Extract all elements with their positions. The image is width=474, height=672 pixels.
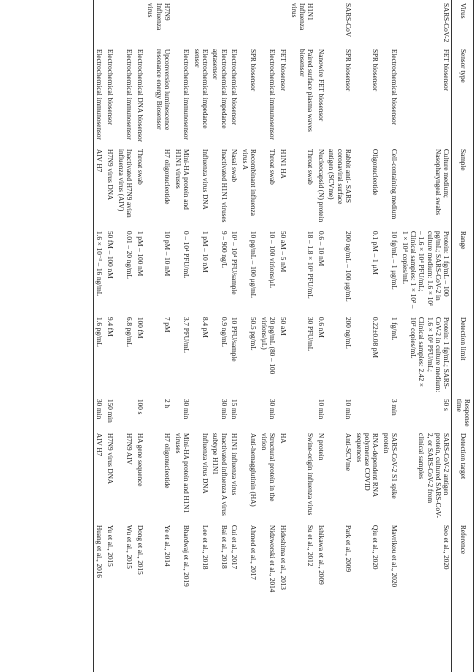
table-cell: 0.6 nM xyxy=(316,317,325,338)
table-cell: Yu et al., 2015 xyxy=(106,525,115,567)
table-cell: 2 h xyxy=(162,399,171,408)
table-cell: 10¹ – 10⁴ PFU/sample xyxy=(230,231,239,295)
column-header: Virus xyxy=(452,0,474,46)
table-cell: Cell-containing medium xyxy=(390,149,399,220)
table-cell: Oligonucleotide xyxy=(371,149,380,196)
table-cell: FET biosensor xyxy=(442,49,451,91)
table-row xyxy=(229,0,240,672)
table-cell: Cui et al., 2017 xyxy=(230,525,239,570)
table-cell: Electrochemical biosensor xyxy=(230,49,239,126)
table-cell: H7 oligonucleotide xyxy=(162,149,171,205)
table-cell: 10 fg/mL – 1 μg/mL xyxy=(390,231,399,290)
table-cell: Bai et al., 2018 xyxy=(219,525,228,569)
table-cell: 50 s xyxy=(442,399,451,411)
table-cell: Ishikawa et al., 2009 xyxy=(316,525,325,585)
table-cell: 10 – 100 virions/μL xyxy=(268,231,277,289)
table-row xyxy=(380,0,399,672)
table-cell: Electrochemical immunosensor xyxy=(268,49,277,140)
table-cell: 50.5 pg/mL xyxy=(249,317,258,351)
table-cell: Throat swab xyxy=(306,149,315,185)
table-cell: 0.01 – 20 ng/mL xyxy=(125,231,134,279)
table-cell: SARS-CoV-2 xyxy=(442,3,451,43)
table-cell: Paired surface plasma waves biosensor xyxy=(297,49,315,132)
table-cell: H1N1 Influenza virus xyxy=(289,3,315,31)
table-cell: N protein xyxy=(316,433,325,461)
table-cell xyxy=(210,0,229,46)
table-body xyxy=(94,0,452,672)
table-cell: H7N9 Influenza virus xyxy=(146,3,171,31)
table-cell: 30 min xyxy=(94,396,105,430)
table-cell xyxy=(115,0,134,46)
table-cell xyxy=(105,0,116,46)
table-cell xyxy=(277,396,288,430)
table-cell: Throat swab xyxy=(268,149,277,185)
table-cell: 50 aM xyxy=(278,317,287,336)
table-cell: Anti-hemagglutinin (HA) xyxy=(249,433,258,507)
table-cell: Bhardwaj et al., 2019 xyxy=(181,525,190,587)
table-cell: SARS-CoV-2 antigen protein, cultured SARS-CoV-2, or SARS-CoV-2 from clinical samples xyxy=(417,433,451,518)
table-cell xyxy=(172,0,191,46)
biosensor-table xyxy=(93,0,474,672)
table-cell: Inactivated H7N9 avian influenza virus (AIV) xyxy=(116,149,134,218)
table-cell: 10 min xyxy=(344,399,353,420)
table-cell: 1 pM – 10 nM xyxy=(200,231,209,273)
table-cell: 50 fM – 100 nM xyxy=(106,231,115,279)
table-cell: Mini-HA protein and H1N1 viruses xyxy=(173,433,190,514)
table-cell: 0.9 ng/mL xyxy=(219,317,228,347)
table-row xyxy=(105,0,116,672)
table-cell: SPR biosensor xyxy=(371,49,380,92)
table-cell: 1 pM – 100 nM xyxy=(135,231,144,277)
table-cell: Park et al., 2009 xyxy=(344,525,353,572)
table-cell: 30 min xyxy=(219,399,228,420)
table-cell xyxy=(353,0,380,46)
table-cell: 1.6 pg/mL xyxy=(94,314,105,396)
table-row xyxy=(210,0,229,672)
table-cell: H1N1 influenza virus xyxy=(230,433,239,496)
table-cell: 0.6 – 10 nM xyxy=(316,231,325,267)
table-cell: Ahmed et al., 2017 xyxy=(249,525,258,580)
table-cell: 50 aM – 5 nM xyxy=(278,231,287,273)
table-cell: 200 ng/mL – 100 μg/mL xyxy=(344,231,353,302)
table-cell xyxy=(380,0,399,46)
table-cell: Su et al., 2012 xyxy=(306,525,315,567)
table-cell: Seo et al., 2020 xyxy=(442,525,451,570)
table-cell xyxy=(240,0,259,46)
column-header: Response time xyxy=(452,396,474,430)
table-cell: SPR biosensor xyxy=(249,49,258,92)
table-cell: Electrochemical DNA biosensor xyxy=(135,49,144,143)
table-cell: 0.22±0.08 pM xyxy=(371,317,380,358)
table-cell: 200 ng/mL xyxy=(344,317,353,349)
table-cell: 9 – 900 ng/L xyxy=(219,231,228,268)
table-cell: 30 min xyxy=(268,399,277,420)
table-row xyxy=(288,0,315,672)
table-cell xyxy=(259,0,278,46)
table-cell: 150 min xyxy=(106,399,115,423)
table-row xyxy=(315,0,326,672)
table-cell: AIV H7 xyxy=(94,146,105,228)
table-cell: Electrochemical immunosensor xyxy=(181,49,190,140)
table-cell: HA gene sequence xyxy=(135,433,144,487)
table-cell xyxy=(191,396,210,430)
column-header: Sensor type xyxy=(452,46,474,146)
table-cell: Influenza virus DNA xyxy=(200,149,209,210)
table-cell: Electrochemical biosensor xyxy=(390,49,399,126)
table-cell: 0 – 10⁴ PFU/mL xyxy=(181,231,190,279)
table-cell: 10 pM – 10 nM xyxy=(162,231,171,277)
table-cell: Throat swab xyxy=(135,149,144,185)
table-cell: Protein: 1 fg/mL – 100 pg/mL; SARS-CoV-2 in culture medium: 1.6 × 10¹ – 1.6 × 10⁴ PFU/mL; Clinical samples: 1 × 10² – 1 × 10⁴ copies/mL xyxy=(400,231,451,309)
table-cell xyxy=(134,0,145,46)
table-cell: 1 fg/mL xyxy=(390,317,399,341)
table-cell: Electrochemical impedance sensor xyxy=(192,49,209,129)
table-row xyxy=(399,0,452,672)
table-cell: Nucleocapsid (N) protein xyxy=(316,149,325,223)
table-cell xyxy=(353,396,380,430)
table-cell: 0.1 pM – 1 μM xyxy=(371,231,380,275)
table-cell: 10 min xyxy=(316,399,325,420)
table-row xyxy=(277,0,288,672)
column-header: Range xyxy=(452,228,474,314)
column-header: Detection limit xyxy=(452,314,474,396)
table-cell: Dong et al., 2015 xyxy=(135,525,144,575)
table-row xyxy=(353,0,380,672)
table-cell: 9.4 fM xyxy=(106,317,115,337)
table-row xyxy=(240,0,259,672)
table-cell: Swine-origin influenza virus xyxy=(306,433,315,516)
table-cell: 30 min xyxy=(181,399,190,420)
table-row xyxy=(94,0,105,672)
table-cell: Qiu et al., 2020 xyxy=(371,525,380,570)
table-cell: Rabbit anti- SARS coronaviral surface antigen (SCVme) xyxy=(327,149,353,205)
table-cell: H7N9 virus DNA xyxy=(106,433,115,485)
table-cell: Electrochemical immunosensor xyxy=(94,46,105,146)
column-header: Reference xyxy=(452,522,474,672)
table-cell: H7N9 virus DNA xyxy=(106,149,115,201)
table-cell: Nasal swab xyxy=(230,149,239,182)
table-cell: Mavrikou et al., 2020 xyxy=(390,525,399,588)
table-cell: 8.4 pM xyxy=(200,317,209,338)
table-cell xyxy=(288,396,315,430)
table-cell xyxy=(229,0,240,46)
table-row xyxy=(172,0,191,672)
table-cell: Lee et al., 2018 xyxy=(200,525,209,570)
table-cell: Influenza virus DNA xyxy=(200,433,209,494)
table-cell: SARS-CoV xyxy=(344,3,353,37)
table-cell: Mini-HA protein and H1N1 viruses xyxy=(173,149,190,210)
table-cell xyxy=(94,0,105,46)
table-cell: 3 min xyxy=(390,399,399,416)
table-row xyxy=(259,0,278,672)
table-cell: 3.7 PFU/mL xyxy=(181,317,190,353)
table-cell: 10 pg/mL – 100 μg/mL xyxy=(249,231,258,299)
table-row xyxy=(145,0,172,672)
table-row xyxy=(191,0,210,672)
table-cell: Nidzworski et al., 2014 xyxy=(268,525,277,593)
table-cell: RNA-dependent RNA polymerase COVID sequences xyxy=(354,433,380,497)
table-row xyxy=(134,0,145,672)
table-cell: H7 oligonucleotide xyxy=(162,433,171,489)
table-cell: Structural protein in the virion xyxy=(260,433,277,502)
table-cell: 100 s xyxy=(135,399,144,415)
table-cell: HA xyxy=(278,433,287,444)
table-cell: SPR biosensor xyxy=(344,49,353,92)
table-row xyxy=(115,0,134,672)
table-cell xyxy=(315,0,326,46)
table-cell: Inactivated influenza A virus subtype H1N1 xyxy=(211,433,228,516)
header-row xyxy=(452,0,474,672)
column-header: Sample xyxy=(452,146,474,228)
table-cell: Electrochemical immunosensor xyxy=(125,49,134,140)
table-cell: 18 – 1.8 × 10⁵ PFU/mL xyxy=(306,231,315,299)
table-cell: 15 min xyxy=(230,399,239,420)
table-cell: Protein: 1 fg/mL; SARS-CoV-2 in culture medium: 1.6 × 10¹ PFU/mL; Clinical samples: 2.42 × 10² copies/mL xyxy=(409,317,451,393)
table-cell: Inactivated H1N1 viruses xyxy=(219,149,228,223)
column-header: Detection target xyxy=(452,430,474,522)
table-cell: FET biosensor xyxy=(278,49,287,91)
table-cell: Electrochemical impedance aptasensor xyxy=(211,49,228,129)
table-cell: 10 PFU/sample xyxy=(230,317,239,362)
table-cell xyxy=(191,0,210,46)
table-cell: Huang et al., 2016 xyxy=(94,522,105,672)
table-cell xyxy=(240,396,259,430)
table-cell: 6.8 pg/mL xyxy=(125,317,134,347)
table-cell: Wu et al., 2015 xyxy=(125,525,134,569)
table-cell: H7N9 AIV xyxy=(125,433,134,465)
table-cell: Ye et al., 2014 xyxy=(162,525,171,567)
table-cell xyxy=(277,0,288,46)
table-cell: 7 pM xyxy=(162,317,171,333)
table-cell: Culture medium; Nasopharyngeal swabs xyxy=(433,149,451,216)
table-cell: Nanowire FET biosensor xyxy=(316,49,325,122)
table-cell: Electrochemical biosensor xyxy=(106,49,115,126)
table-cell: SARS-CoV-2 S1 spike protein xyxy=(381,433,399,499)
table-cell: Anti-SCVme xyxy=(344,433,353,471)
table-cell: Hideshima et al., 2013 xyxy=(278,525,287,590)
table-cell: H1N1 HA xyxy=(278,149,287,179)
table-cell: Upconversion luminescence resonance energy Biosensor xyxy=(154,49,171,131)
table-cell: Recombinant influenza virus A xyxy=(241,149,258,216)
table-cell: 20 pg/mL (80 – 100 virions/μL) xyxy=(260,317,277,375)
table-cell: 100 fM xyxy=(135,317,144,339)
table-cell xyxy=(115,396,134,430)
table-cell: 1.6 × 10⁻³ – 16 ng/mL xyxy=(94,228,105,314)
table-row xyxy=(326,0,353,672)
table-cell: AIV H7 xyxy=(94,430,105,522)
table-cell: 30 PFU/mL xyxy=(306,317,315,352)
